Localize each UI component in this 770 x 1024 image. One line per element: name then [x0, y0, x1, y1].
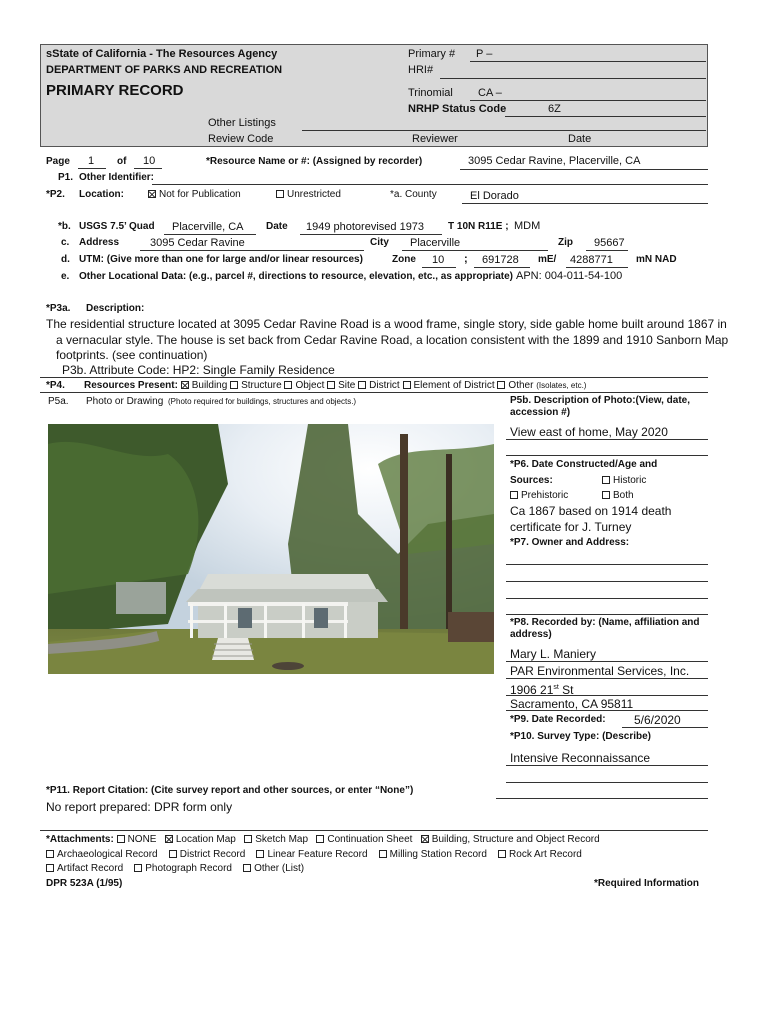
apn-value: APN: 004-011-54-100 — [516, 270, 623, 282]
description-label: Description: — [86, 303, 145, 314]
recorder-city: Sacramento, CA 95811 — [510, 697, 634, 711]
not-for-publication-option[interactable]: Not for Publication — [148, 189, 241, 201]
attachment-continuation-option[interactable]: Continuation Sheet — [316, 834, 412, 845]
attachment-other-option[interactable]: Other (List) — [243, 863, 304, 874]
p3a-number: *P3a. — [46, 303, 71, 314]
description-line-3: footprints. (see continuation) — [56, 348, 208, 362]
recorder-street: 1906 21st St — [510, 683, 574, 697]
attachments-row-2 — [46, 849, 582, 861]
house-photo — [48, 424, 494, 674]
resource-name-value: 3095 Cedar Ravine, Placerville, CA — [468, 155, 641, 167]
description-line-2: a vernacular style. The house is set back from Cedar Ravine Road, a location consistent with the 1899 and 1910 Sanborn Map — [56, 333, 729, 347]
resources-present: Resources Present: Building Structure Object Site District Element of District Other (Isolates, etc.) — [84, 380, 587, 391]
city-value: Placerville — [410, 237, 461, 249]
unrestricted-option[interactable]: Unrestricted — [276, 189, 341, 201]
resource-other-option[interactable]: Other — [497, 380, 533, 391]
utm-separator: ; — [464, 253, 468, 265]
trinomial-label: Trinomial — [408, 87, 453, 99]
trinomial-value: CA – — [478, 87, 502, 99]
county-value: El Dorado — [470, 190, 519, 202]
p10-label: *P10. Survey Type: (Describe) — [510, 731, 651, 742]
page-label: Page — [46, 156, 70, 167]
other-listings-label: Other Listings — [208, 117, 276, 129]
checkbox-icon — [498, 850, 506, 858]
p5a-number: P5a. — [48, 396, 69, 407]
checkbox-icon — [497, 381, 505, 389]
of-label: of — [117, 156, 127, 167]
checkbox-icon — [358, 381, 366, 389]
resource-name-label: *Resource Name or #: (Assigned by recorder) — [206, 156, 423, 167]
department-name: DEPARTMENT OF PARKS AND RECREATION — [46, 64, 283, 76]
resource-element-option[interactable]: Element of District — [403, 380, 495, 391]
resource-site-option[interactable]: Site — [327, 380, 355, 391]
photo-label: Photo or Drawing — [86, 396, 164, 407]
p10-value: Intensive Reconnaissance — [510, 751, 651, 765]
p2c-number: c. — [61, 237, 70, 248]
page-number: 1 — [88, 155, 95, 167]
quad-label: USGS 7.5’ Quad — [79, 221, 155, 232]
p11-label: *P11. Report Citation: (Cite survey report and other sources, or enter “None”) — [46, 785, 414, 796]
primary-value: P – — [476, 48, 493, 60]
checkbox-icon — [134, 864, 142, 872]
resource-object-option[interactable]: Object — [284, 380, 324, 391]
zip-label: Zip — [558, 237, 573, 248]
checkbox-icon — [256, 850, 264, 858]
county-label: *a. County — [390, 189, 437, 200]
zip-value: 95667 — [594, 237, 625, 249]
checked-box-icon — [148, 190, 156, 198]
checkbox-icon — [403, 381, 411, 389]
attachment-district-option[interactable]: District Record — [169, 849, 246, 860]
p2e-number: e. — [61, 271, 70, 282]
resource-district-option[interactable]: District — [358, 380, 400, 391]
record-title: PRIMARY RECORD — [46, 82, 184, 99]
attachment-archaeological-option[interactable]: Archaeological Record — [46, 849, 158, 860]
city-label: City — [370, 237, 389, 248]
checkbox-icon — [117, 835, 125, 843]
p6-label: *P6. Date Constructed/Age and — [510, 459, 658, 470]
township-range: T 10N R11E ; — [448, 221, 509, 232]
sources-label: Sources: — [510, 475, 553, 486]
hri-label: HRI# — [408, 64, 434, 76]
attachment-sketch-map-option[interactable]: Sketch Map — [244, 834, 308, 845]
p6-value-line-2: certificate for J. Turney — [510, 520, 632, 534]
p7-label: *P7. Owner and Address: — [510, 537, 630, 548]
checkbox-icon — [169, 850, 177, 858]
p9-label: *P9. Date Recorded: — [510, 714, 606, 725]
attachment-linear-feature-option[interactable]: Linear Feature Record — [256, 849, 367, 860]
attachment-location-map-option[interactable]: Location Map — [165, 834, 236, 845]
zone-value: 10 — [432, 254, 445, 266]
p2-label: Location: — [79, 189, 124, 200]
utm-label: UTM: (Give more than one for large and/or linear resources) — [79, 254, 363, 265]
attribute-code: P3b. Attribute Code: HP2: Single Family Residence — [62, 363, 335, 377]
attachment-none-option[interactable]: NONE — [117, 834, 157, 845]
attachment-rock-art-option[interactable]: Rock Art Record — [498, 849, 582, 860]
p5b-label: P5b. Description of Photo:(View, date, accession #) — [510, 395, 691, 418]
date-label: Date — [568, 133, 592, 145]
checked-box-icon — [181, 381, 189, 389]
attachments-row-3 — [46, 863, 304, 875]
p2b-number: *b. — [58, 221, 71, 232]
p4-number: *P4. — [46, 380, 65, 391]
attachment-milling-station-option[interactable]: Milling Station Record — [379, 849, 487, 860]
northing-value: 4288771 — [570, 254, 613, 266]
both-option[interactable]: Both — [602, 490, 634, 502]
address-label: Address — [79, 237, 120, 248]
form-id: DPR 523A (1/95) — [46, 878, 123, 889]
checkbox-icon — [46, 850, 54, 858]
p8-label: *P8. Recorded by: (Name, affiliation and address) — [510, 617, 700, 640]
photo-note: (Photo required for buildings, structures and objects.) — [168, 397, 357, 406]
northing-unit: mN NAD — [636, 254, 677, 265]
checked-box-icon — [421, 835, 429, 843]
attachment-photograph-option[interactable]: Photograph Record — [134, 863, 232, 874]
p5b-value: View east of home, May 2020 — [510, 425, 668, 439]
resource-building-option[interactable]: Building — [181, 380, 228, 391]
recorder-organization: PAR Environmental Services, Inc. — [510, 664, 690, 678]
easting-unit: mE/ — [538, 254, 557, 265]
checkbox-icon — [327, 381, 335, 389]
checkbox-icon — [510, 491, 518, 499]
p11-value: No report prepared: DPR form only — [46, 800, 233, 814]
quad-value: Placerville, CA — [172, 221, 244, 233]
easting-value: 691728 — [482, 254, 519, 266]
required-info-note: *Required Information — [594, 878, 700, 889]
prehistoric-option[interactable]: Prehistoric — [510, 490, 568, 502]
quad-date-label: Date — [266, 221, 288, 232]
p9-value: 5/6/2020 — [634, 713, 681, 727]
resource-structure-option[interactable]: Structure — [230, 380, 282, 391]
description-line-1: The residential structure located at 3095 Cedar Ravine Road is a wood frame, single story, side gable home built around 1867 in — [46, 317, 727, 331]
other-locational-label: Other Locational Data: (e.g., parcel #, directions to resource, elevation, etc., as appropriate) — [79, 271, 514, 282]
checkbox-icon — [46, 864, 54, 872]
p6-value-line-1: Ca 1867 based on 1914 death — [510, 504, 672, 518]
p2-number: *P2. — [46, 189, 65, 200]
checkbox-icon — [602, 476, 610, 484]
nrhp-value: 6Z — [548, 103, 561, 115]
checkbox-icon — [602, 491, 610, 499]
p1-number: P1. — [58, 172, 74, 183]
primary-label: Primary # — [408, 48, 456, 60]
quad-date-value: 1949 photorevised 1973 — [306, 221, 425, 233]
attachments-row-1: *Attachments: NONE Location Map Sketch Map Continuation Sheet Building, Structure and Object Record — [46, 834, 600, 845]
checkbox-icon — [379, 850, 387, 858]
attachment-artifact-option[interactable]: Artifact Record — [46, 863, 123, 874]
review-code-label: Review Code — [208, 133, 274, 145]
address-value: 3095 Cedar Ravine — [150, 237, 245, 249]
agency-name: sState of California - The Resources Agency — [46, 48, 278, 60]
checkbox-icon — [316, 835, 324, 843]
checkbox-icon — [243, 864, 251, 872]
checkbox-icon — [244, 835, 252, 843]
checkbox-icon — [230, 381, 238, 389]
checkbox-icon — [284, 381, 292, 389]
historic-option[interactable]: Historic — [602, 475, 646, 487]
recorder-name: Mary L. Maniery — [510, 647, 597, 661]
meridian: MDM — [514, 220, 541, 232]
p1-label: Other Identifier: — [79, 172, 155, 183]
p2d-number: d. — [61, 254, 70, 265]
reviewer-label: Reviewer — [412, 133, 458, 145]
checkbox-icon — [276, 190, 284, 198]
attachment-building-record-option[interactable]: Building, Structure and Object Record — [421, 834, 600, 845]
nrhp-label: NRHP Status Code — [408, 103, 507, 115]
zone-label: Zone — [392, 254, 416, 265]
page-total: 10 — [143, 155, 156, 167]
checked-box-icon — [165, 835, 173, 843]
